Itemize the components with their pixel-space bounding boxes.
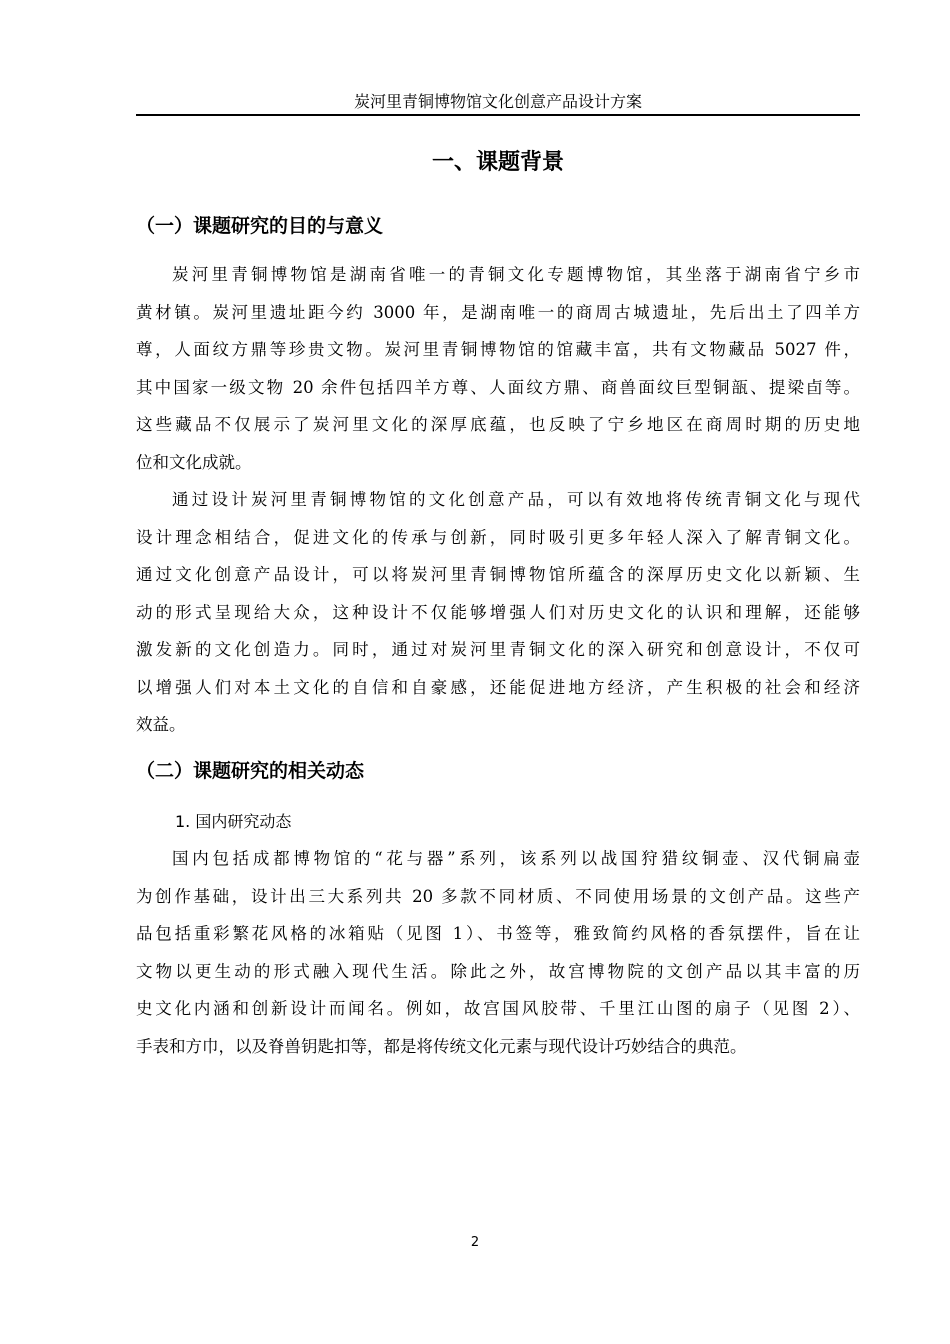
paragraph-line: 尊，人面纹方鼎等珍贵文物。炭河里青铜博物馆的馆藏丰富，共有文物藏品 5027 件， xyxy=(136,340,860,359)
section-title-research-trends: （二）课题研究的相关动态 xyxy=(136,760,365,782)
paragraph-line: 其中国家一级文物 20 余件包括四羊方尊、人面纹方鼎、商兽面纹巨型铜瓿、提梁卣等。 xyxy=(136,377,860,397)
paragraph-line: 位和文化成就。 xyxy=(136,452,252,472)
paragraph-line: 这些藏品不仅展示了炭河里文化的深厚底蕴，也反映了宁乡地区在商周时期的历史地 xyxy=(136,415,860,434)
section-title-purpose: （一）课题研究的目的与意义 xyxy=(136,215,384,237)
header-rule xyxy=(136,114,860,116)
paragraph-line: 动的形式呈现给大众，这种设计不仅能够增强人们对历史文化的认识和理解，还能够 xyxy=(136,602,860,622)
running-header: 炭河里青铜博物馆文化创意产品设计方案 xyxy=(353,92,642,111)
paragraph-line: 设计理念相结合，促进文化的传承与创新，同时吸引更多年轻人深入了解青铜文化。 xyxy=(136,527,860,547)
paragraph-line: 效益。 xyxy=(136,715,186,734)
paragraph-museum-intro xyxy=(136,256,860,481)
chapter-title: 一、课题背景 xyxy=(431,150,564,175)
paragraph-line: 炭河里青铜博物馆是湖南省唯一的青铜文化专题博物馆，其坐落于湖南省宁乡市 xyxy=(172,265,860,284)
paragraph-line: 激发新的文化创造力。同时，通过对炭河里青铜文化的深入研究和创意设计，不仅可 xyxy=(136,640,860,659)
paragraph-domestic-research xyxy=(136,840,860,1065)
paragraph-line: 以增强人们对本土文化的自信和自豪感，还能促进地方经济，产生积极的社会和经济 xyxy=(136,677,860,697)
paragraph-line: 通过文化创意产品设计，可以将炭河里青铜博物馆所蕴含的深厚历史文化以新颖、生 xyxy=(136,565,860,584)
paragraph-line: 黄材镇。炭河里遗址距今约 3000 年，是湖南唯一的商周古城遗址，先后出土了四羊方 xyxy=(136,302,860,322)
page-number: 2 xyxy=(470,1235,480,1250)
paragraph-line: 手表和方巾，以及脊兽钥匙扣等，都是将传统文化元素与现代设计巧妙结合的典范。 xyxy=(136,1036,747,1056)
subsection-title-domestic: 1. 国内研究动态 xyxy=(175,812,292,831)
paragraph-line: 为创作基础，设计出三大系列共 20 多款不同材质、不同使用场景的文创产品。这些产 xyxy=(136,886,860,906)
paragraph-line: 通过设计炭河里青铜博物馆的文化创意产品，可以有效地将传统青铜文化与现代 xyxy=(172,490,860,509)
paragraph-line: 史文化内涵和创新设计而闻名。例如，故宫国风胶带、千里江山图的扇子（见图 2）、 xyxy=(136,999,860,1018)
paragraph-line: 国内包括成都博物馆的“花与器”系列，该系列以战国狩猎纹铜壶、汉代铜扁壶 xyxy=(172,849,860,868)
paragraph-design-significance xyxy=(136,481,860,744)
paragraph-line: 品包括重彩繁花风格的冰箱贴（见图 1）、书签等，雅致简约风格的香氛摆件，旨在让 xyxy=(136,924,860,943)
paragraph-line: 文物以更生动的形式融入现代生活。除此之外，故宫博物院的文创产品以其丰富的历 xyxy=(136,961,860,981)
